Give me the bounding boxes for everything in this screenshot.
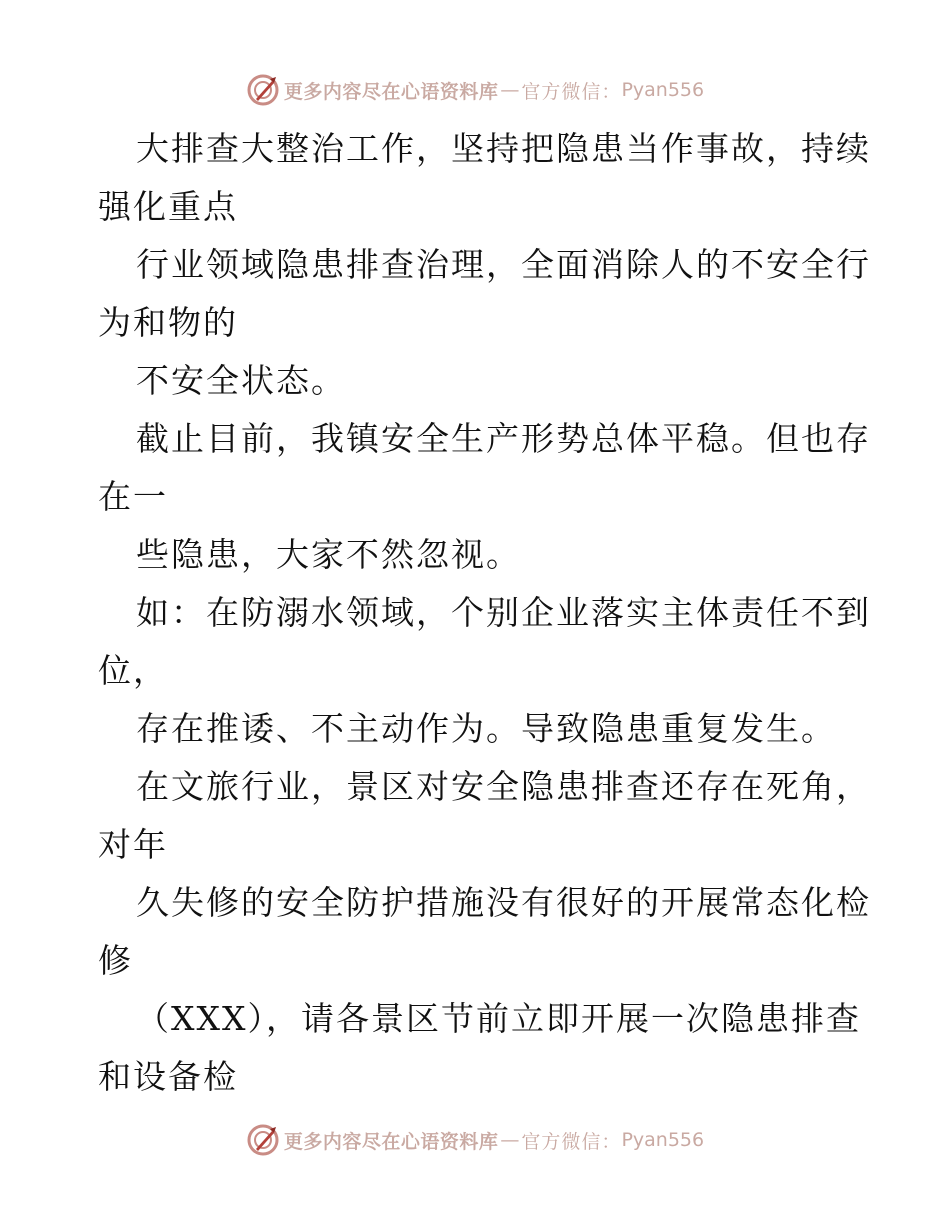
watermark-wechat-label: 官方微信： (521, 1130, 622, 1153)
text-line: 强化重点 (98, 187, 238, 226)
watermark-logo-icon (246, 1123, 280, 1157)
watermark-separator: — (500, 79, 520, 101)
text-line: 不安全状态。 (136, 361, 346, 400)
text-line: （XXX），请各景区节前立即开展一次隐患排查 (136, 999, 861, 1038)
footer-watermark (0, 1120, 950, 1160)
text-line: 位， (98, 651, 168, 690)
watermark-wechat-id: Pyan556 (621, 79, 705, 101)
text-line: 为和物的 (98, 303, 238, 342)
text-line: 些隐患，大家不然忽视。 (136, 535, 521, 574)
text-line: 如：在防溺水领域，个别企业落实主体责任不到 (136, 593, 871, 632)
text-line: 对年 (98, 825, 168, 864)
text-line: 在一 (98, 477, 168, 516)
text-line: 截止目前，我镇安全生产形势总体平稳。但也存 (136, 419, 871, 458)
text-line: 大排查大整治工作，坚持把隐患当作事故，持续 (136, 129, 871, 168)
watermark-wechat-label: 官方微信： (521, 80, 622, 103)
text-line: 行业领域隐患排查治理，全面消除人的不安全行 (136, 245, 871, 284)
watermark-text: 更多内容尽在心语资料库 (283, 1130, 499, 1153)
text-line: 在文旅行业，景区对安全隐患排查还存在死角， (136, 767, 871, 806)
watermark-wechat-id: Pyan556 (621, 1129, 705, 1151)
text-line: 和设备检 (98, 1057, 238, 1096)
watermark-text: 更多内容尽在心语资料库 (283, 80, 499, 103)
text-line: 修 (98, 941, 133, 980)
watermark-logo-icon (246, 73, 280, 107)
watermark-separator: — (500, 1129, 520, 1151)
text-line: 久失修的安全防护措施没有很好的开展常态化检 (136, 883, 871, 922)
header-watermark (0, 70, 950, 110)
document-body (98, 120, 871, 1106)
text-line: 存在推诿、不主动作为。导致隐患重复发生。 (136, 709, 836, 748)
